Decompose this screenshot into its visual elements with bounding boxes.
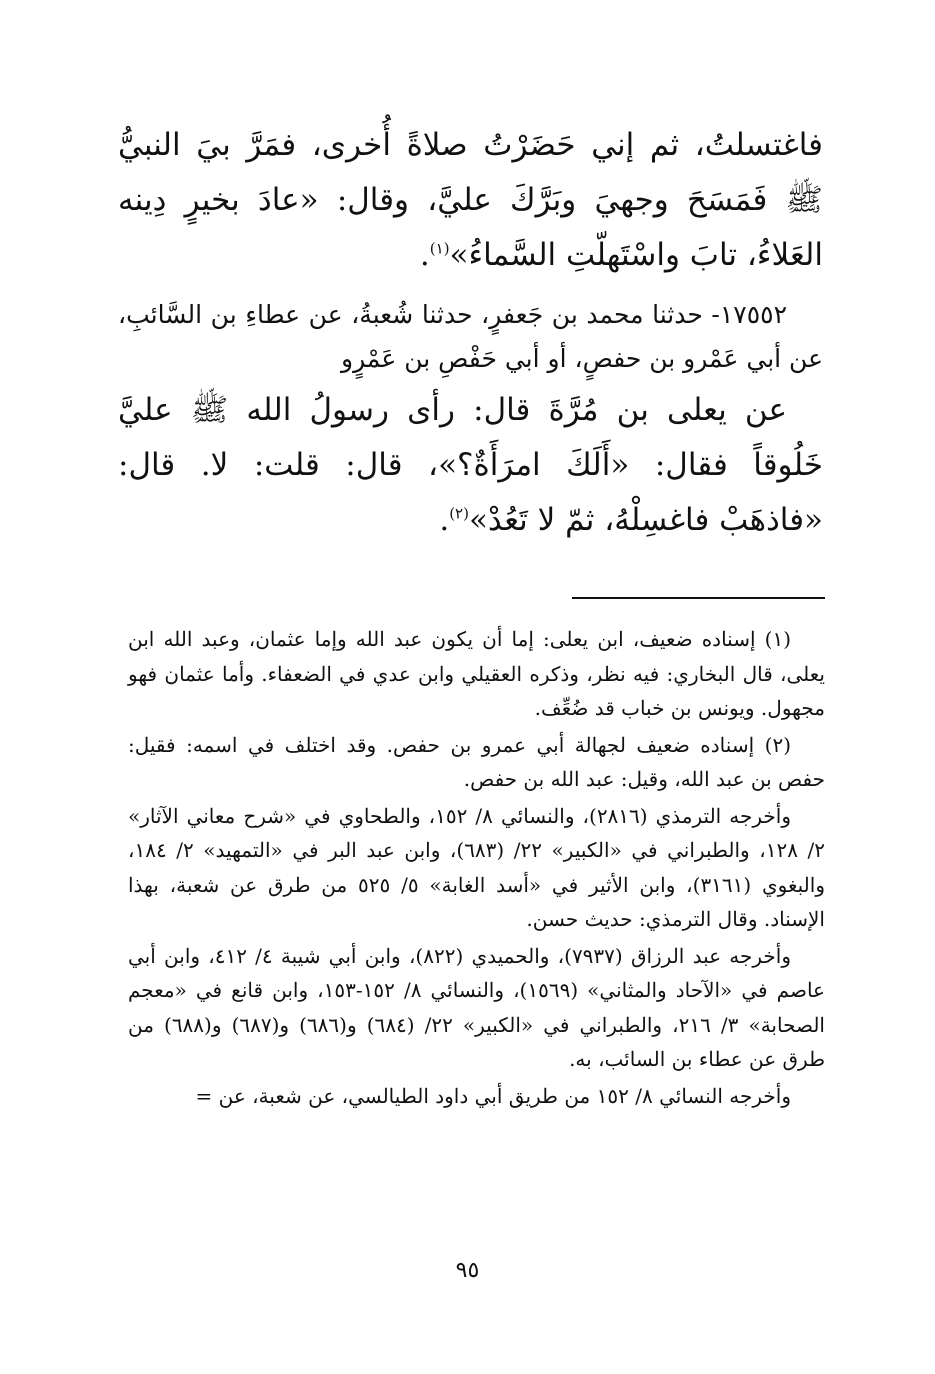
hadith-isnad: ١٧٥٥٢- حدثنا محمد بن جَعفرٍ، حدثنا شُعبةُ، عن عطاءِ بن السَّائبِ، عن أبي عَمْرو بن حفصٍ، أو أبي حَفْصِ بن عَمْرٍو bbox=[118, 300, 823, 373]
hadith-matn-end: . bbox=[439, 502, 450, 538]
page-number: ٩٥ bbox=[455, 1258, 480, 1283]
footnotes bbox=[128, 622, 825, 1113]
footnote-2-takhrij-more: وأخرجه عبد الرزاق (٧٩٣٧)، والحميدي (٨٢٢)، وابن أبي شيبة ٤/ ٤١٢، وابن أبي عاصم في «الآحاد والمثاني» (١٥٦٩)، والنسائي ٨/ ١٥٢-١٥٣، وابن قانع في «معجم الصحابة» ٣/ ٢١٦، والطبراني في «الكبير» ٢٢/ (٦٨٤) و(٦٨٦) و(٦٨٧) و(٦٨٨) من طرق عن عطاء بن السائب، به. bbox=[128, 943, 825, 1071]
footnote-ref-2: (٢) bbox=[449, 504, 469, 523]
main-paragraph bbox=[118, 118, 823, 283]
main-paragraph-end: . bbox=[419, 237, 430, 273]
hadith-matn-text: عن يعلى بن مُرَّةَ قال: رأى رسولُ الله ﷺ عليَّ خَلُوقاً فقال: «أَلَكَ امرَأَةٌ؟»، قال: قلت: لا. قال: «فاذهَبْ فاغسِلْهُ، ثمّ لا تَعُدْ» bbox=[118, 392, 823, 538]
footnote-2-continued: وأخرجه النسائي ٨/ ١٥٢ من طريق أبي داود الطيالسي، عن شعبة، عن = bbox=[195, 1083, 791, 1108]
footnote-1: (١) إسناده ضعيف، ابن يعلى: إما أن يكون عبد الله وإما عثمان، وعبد الله ابن يعلى، قال البخاري: فيه نظر، وذكره العقيلي وابن عدي في الضعفاء. وأما عثمان فهو مجهول. ويونس بن خباب قد ضُعِّف. bbox=[128, 627, 825, 720]
footnote-2: (٢) إسناده ضعيف لجهالة أبي عمرو بن حفص. وقد اختلف في اسمه: فقيل: حفص بن عبد الله، وقيل: عبد الله بن حفص. bbox=[128, 732, 825, 791]
hadith-matn bbox=[118, 383, 823, 548]
footnote-2-takhrij: وأخرجه الترمذي (٢٨١٦)، والنسائي ٨/ ١٥٢، والطحاوي في «شرح معاني الآثار» ٢/ ١٢٨، والطبراني في «الكبير» ٢٢/ (٦٨٣)، وابن عبد البر في «التمهيد» ٢/ ١٨٤، والبغوي (٣١٦١)، وابن الأثير في «أسد الغابة» ٥/ ٥٢٥ من طرق عن شعبة، بهذا الإسناد. وقال الترمذي: حديث حسن. bbox=[128, 803, 825, 931]
main-text bbox=[118, 118, 823, 548]
main-paragraph-text: فاغتسلتُ، ثم إني حَضَرْتُ صلاةً أُخرى، فمَرَّ بيَ النبيُّ ﷺ فَمَسَحَ وجهيَ وبَرَّكَ عليَّ، وقال: «عادَ بخيرٍ دِينه العَلاءُ، تابَ واسْتَهلّتِ السَّماءُ» bbox=[118, 127, 823, 273]
footnote-divider bbox=[572, 597, 825, 599]
footnote-ref-1: (١) bbox=[429, 239, 450, 258]
